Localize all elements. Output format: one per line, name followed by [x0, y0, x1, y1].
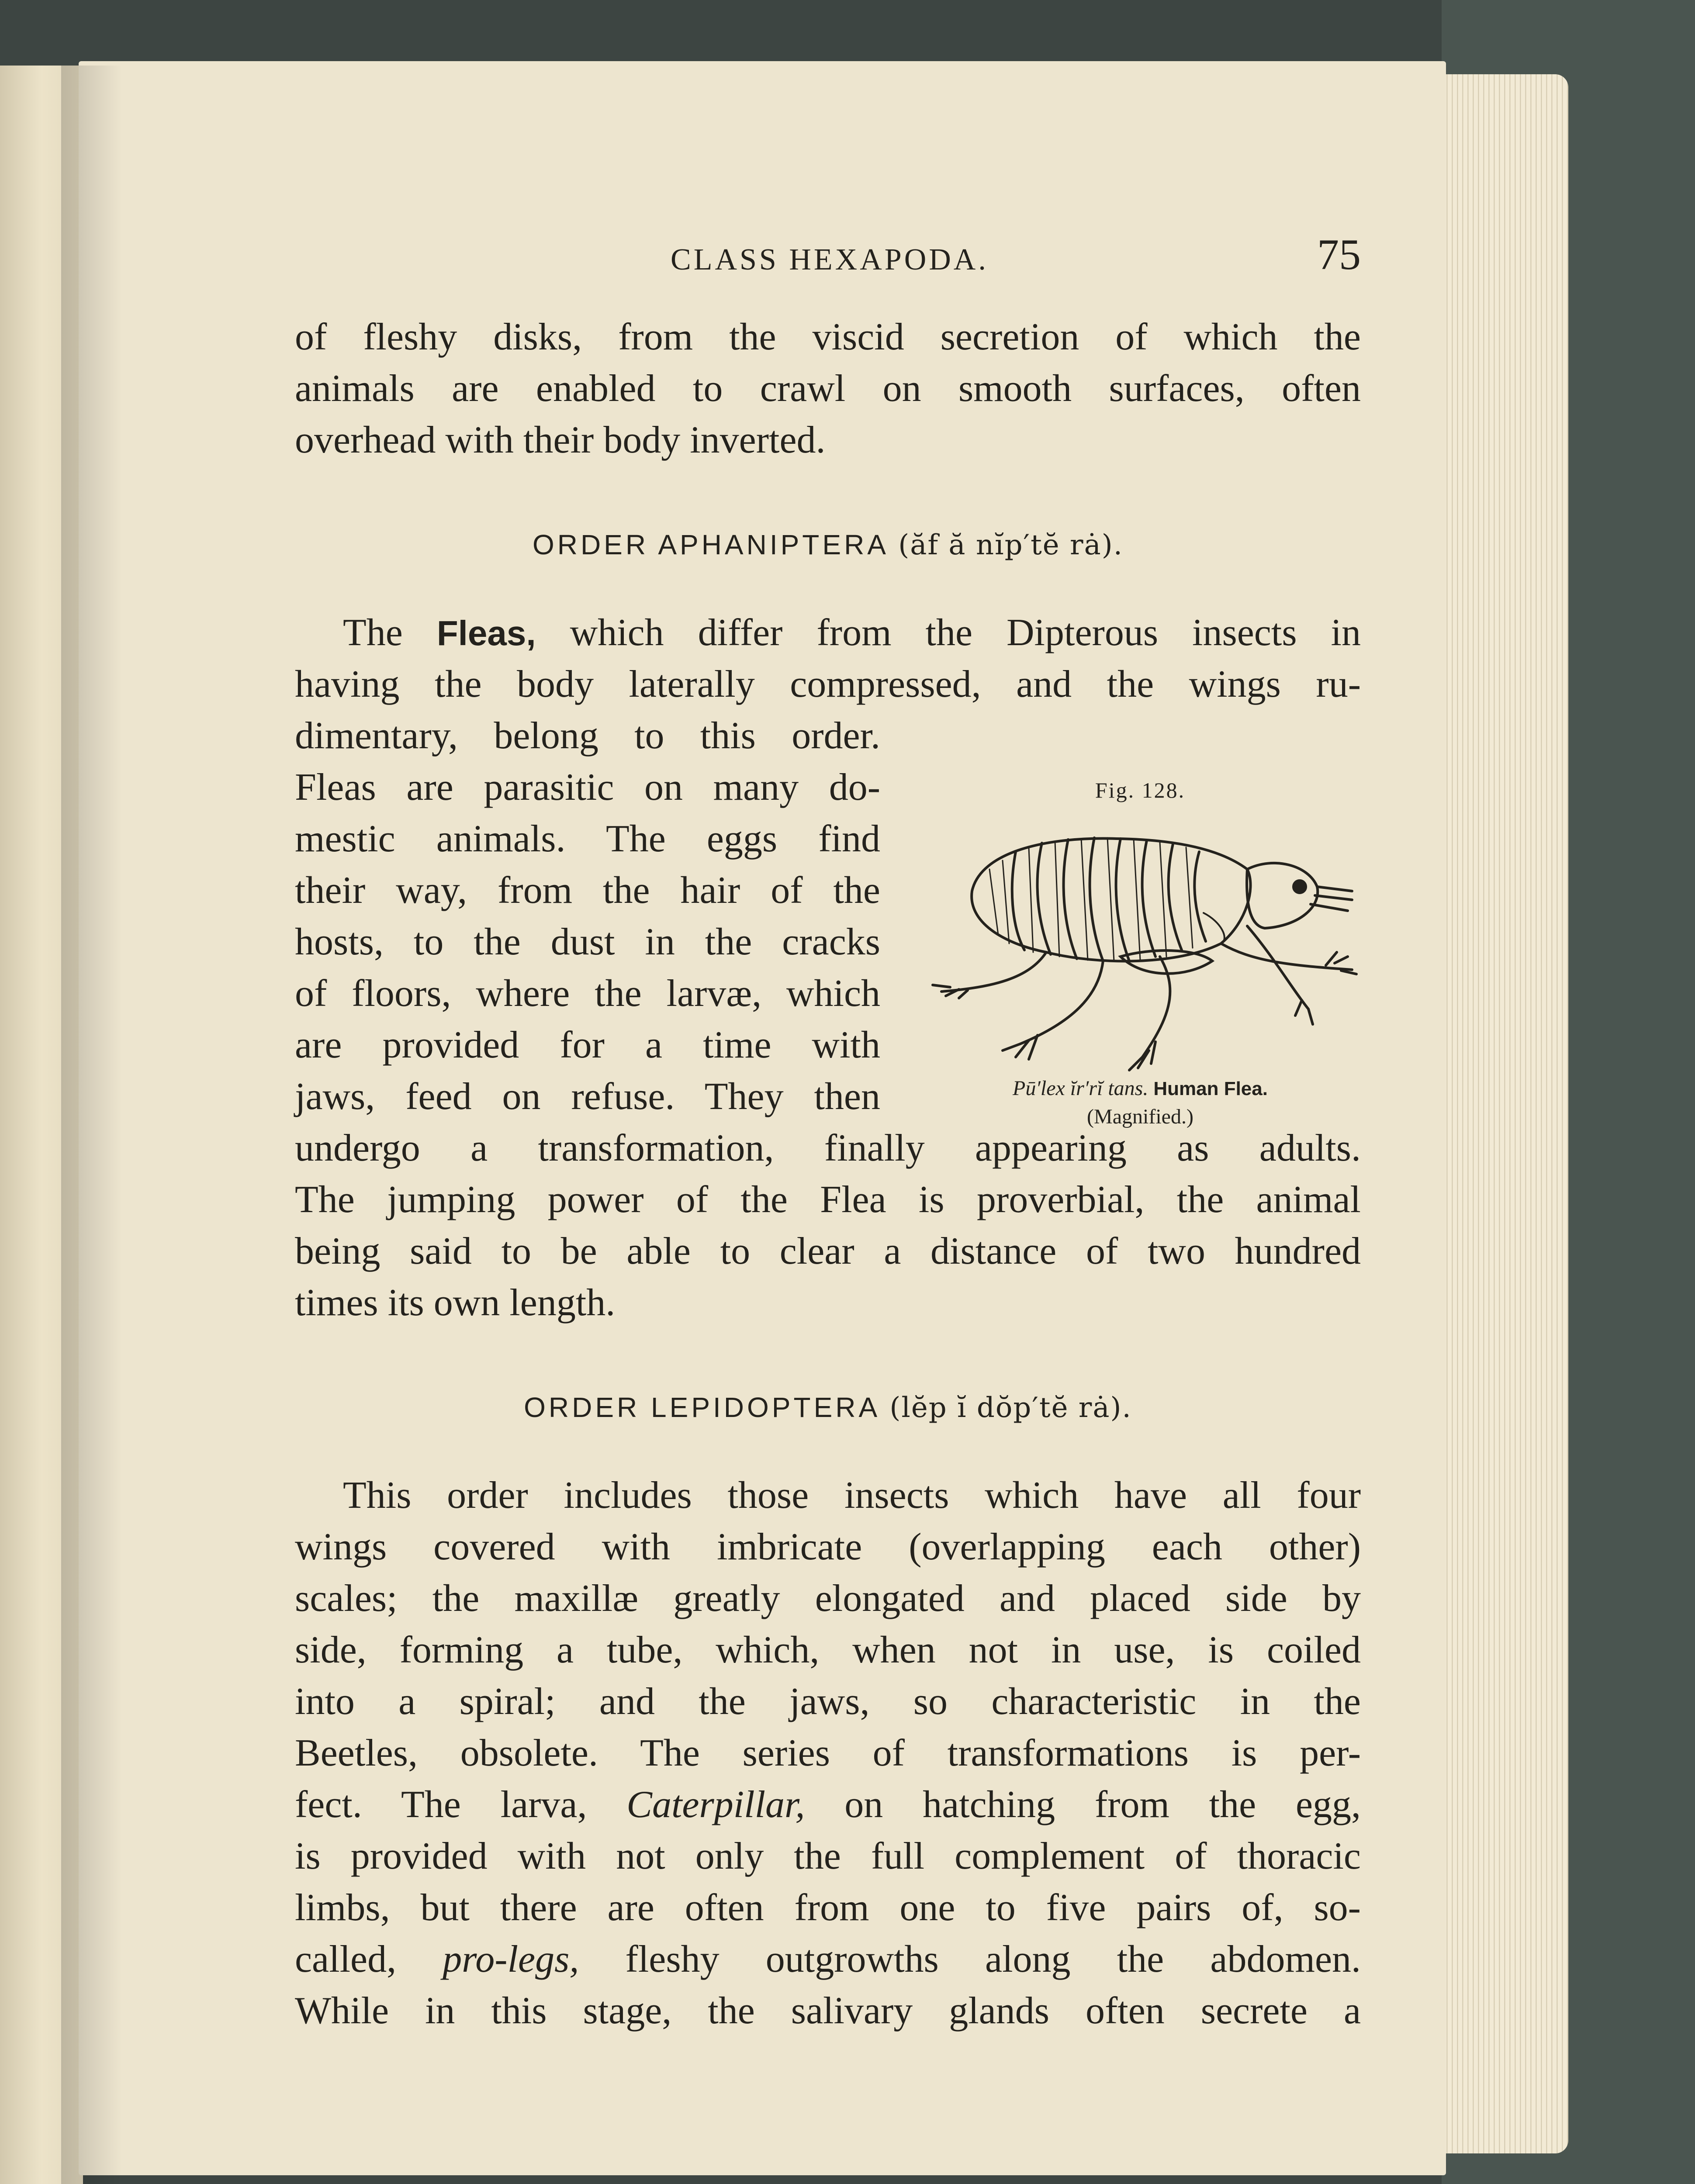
lepidoptera-line: is provided with not only the full complement of thoracic	[295, 1835, 1361, 1877]
intro-line: animals are enabled to crawl on smooth surfaces, often	[295, 367, 1361, 410]
prolegs-term: pro-legs,	[443, 1938, 579, 1980]
running-title: CLASS HEXAPODA.	[671, 243, 989, 276]
lead-rest: which differ from the Dipterous insects in	[536, 612, 1361, 654]
wrapped-line: jaws, feed on refuse. They then	[295, 1075, 880, 1118]
wrapped-line: their way, from the hair of the	[295, 869, 880, 912]
page-header	[295, 229, 1361, 299]
page-edges	[1437, 74, 1568, 2153]
aphaniptera-heading	[295, 529, 1361, 561]
wrapped-line: hosts, to the dust in the cracks	[295, 921, 880, 963]
lepidoptera-line: side, forming a tube, which, when not in use, is coiled	[295, 1629, 1361, 1671]
lepidoptera-line: While in this stage, the salivary glands often secrete a	[295, 1990, 1361, 2032]
aphaniptera-line: having the body laterally compressed, and the wings ru-	[295, 663, 1361, 705]
figure-caption	[915, 1075, 1365, 1131]
lepidoptera-line: wings covered with imbricate (overlapping each other)	[295, 1526, 1361, 1568]
fleas-term: Fleas,	[436, 614, 536, 653]
lepidoptera-line: This order includes those insects which have all four	[343, 1474, 1361, 1517]
scientific-name: Pū′lex ĭr′rĭ tans.	[1013, 1077, 1148, 1100]
wrapped-line: mestic animals. The eggs find	[295, 818, 880, 860]
aphaniptera-line: undergo a transformation, finally appearing as adults.	[295, 1127, 1361, 1169]
aphaniptera-lead-line	[295, 607, 1361, 659]
wrapped-line: dimentary, belong to this order.	[295, 715, 880, 757]
intro-line: overhead with their body inverted.	[295, 419, 826, 461]
lepidoptera-pronunciation: (lĕp ĭ dŏp′tĕ rȧ).	[889, 1392, 1132, 1424]
lepidoptera-line	[295, 1934, 1361, 1985]
page-number: 75	[1317, 230, 1361, 279]
lepidoptera-line: Beetles, obsolete. The series of transformations is per-	[295, 1732, 1361, 1774]
flea-illustration	[915, 812, 1365, 1075]
aphaniptera-line: The jumping power of the Flea is proverbial, the animal	[295, 1178, 1361, 1221]
aphaniptera-line: being said to be able to clear a distance of two hundred	[295, 1230, 1361, 1272]
intro-line: of fleshy disks, from the viscid secretion of which the	[295, 316, 1361, 358]
common-name: Human Flea.	[1153, 1078, 1268, 1099]
prolegs-rest: fleshy outgrowths along the abdomen.	[579, 1938, 1361, 1980]
lepidoptera-line: scales; the maxillæ greatly elongated and placed side by	[295, 1577, 1361, 1620]
lead-prefix: The	[343, 612, 437, 654]
prolegs-prefix: called,	[295, 1938, 443, 1980]
lepidoptera-heading	[295, 1391, 1361, 1424]
caterpillar-rest: on hatching from the egg,	[805, 1783, 1361, 1826]
book-page	[79, 61, 1446, 2175]
figure-label: Fig. 128.	[1095, 778, 1186, 802]
lepidoptera-line	[295, 1779, 1361, 1831]
caterpillar-prefix: fect. The larva,	[295, 1783, 627, 1826]
lepidoptera-line: limbs, but there are often from one to five pairs of, so-	[295, 1887, 1361, 1929]
aphaniptera-line: times its own length.	[295, 1282, 616, 1324]
magnified-note: (Magnified.)	[1087, 1105, 1193, 1128]
aphaniptera-title: ORDER APHANIPTERA	[532, 529, 888, 560]
figure-128	[915, 778, 1365, 1136]
wrapped-line: Fleas are parasitic on many do-	[295, 766, 880, 809]
caterpillar-term: Caterpillar,	[626, 1783, 805, 1826]
wrapped-line: are provided for a time with	[295, 1024, 880, 1066]
aphaniptera-pronunciation: (ăf ă nĭp′tĕ rȧ).	[898, 529, 1124, 561]
lepidoptera-title: ORDER LEPIDOPTERA	[524, 1392, 879, 1423]
wrapped-line: of floors, where the larvæ, which	[295, 972, 880, 1015]
gutter-shadow	[61, 66, 122, 2184]
lepidoptera-line: into a spiral; and the jaws, so characteristic in the	[295, 1680, 1361, 1723]
